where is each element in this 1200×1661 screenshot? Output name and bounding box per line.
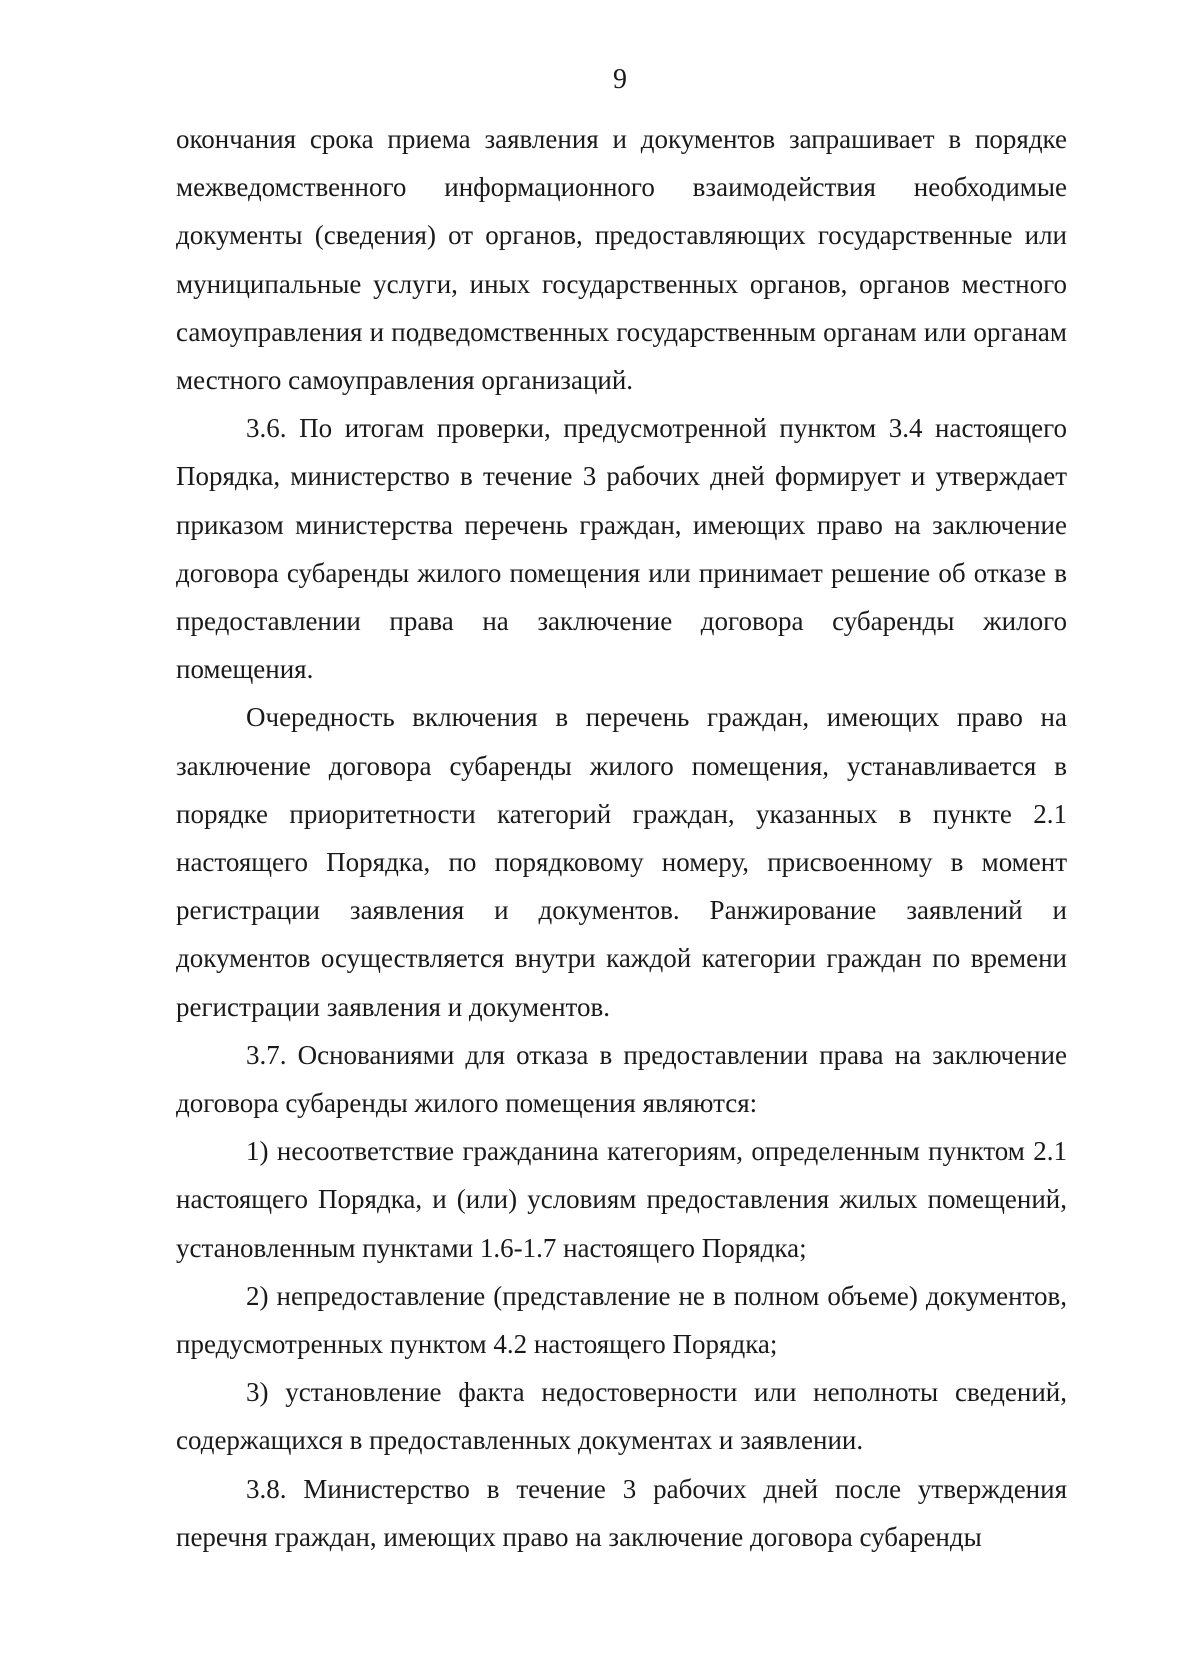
paragraph-item-3-6: 3.6. По итогам проверки, предусмотренной пунктом 3.4 настоящего Порядка, министерство в течение 3 рабочих дней формирует и утверждает приказом министерства перечень граждан, имеющих право на заключение договора субаренды жилого помещения или принимает решение об отказе в предоставлении права на заключение договора субаренды жилого помещения. — [176, 413, 1067, 685]
paragraph-item-3-7: 3.7. Основаниями для отказа в предоставлении права на заключение договора субаренды жилого помещения являются: — [176, 1039, 1067, 1119]
paragraph-item-3-8: 3.8. Министерство в течение 3 рабочих дней после утверждения перечня граждан, имеющих право на заключение договора субаренды — [176, 1473, 1067, 1552]
paragraph-continuation: окончания срока приема заявления и документов запрашивает в порядке межведомственного информационного взаимодействия необходимые документы (сведения) от органов, предоставляющих государственные или муниципальные услуги, иных государственных органов, органов местного самоуправления и подведомственных государственным органам или органам местного самоуправления организаций. — [176, 124, 1067, 396]
paragraph-item-3-7-2: 2) непредоставление (представление не в полном объеме) документов, предусмотренных пунктом 4.2 настоящего Порядка; — [176, 1280, 1067, 1360]
paragraph-priority: Очередность включения в перечень граждан, имеющих право на заключение договора субаренды жилого помещения, устанавливается в порядке приоритетности категорий граждан, указанных в пункте 2.1 настоящего Порядка, по порядковому номеру, присвоенному в момент регистрации заявления и документов. Ранжирование заявлений и документов осуществляется внутри каждой категории граждан по времени регистрации заявления и документов. — [176, 702, 1067, 1022]
paragraph-item-3-7-3: 3) установление факта недостоверности или неполноты сведений, содержащихся в предоставленных документах и заявлении. — [176, 1377, 1067, 1456]
paragraph-item-3-7-1: 1) несоответствие гражданина категориям, определенным пунктом 2.1 настоящего Порядка, и (или) условиям предоставления жилых помещений, установленным пунктами 1.6-1.7 настоящего Порядка; — [176, 1136, 1067, 1263]
document-body — [176, 115, 1067, 1561]
page-number: 9 — [613, 64, 627, 95]
